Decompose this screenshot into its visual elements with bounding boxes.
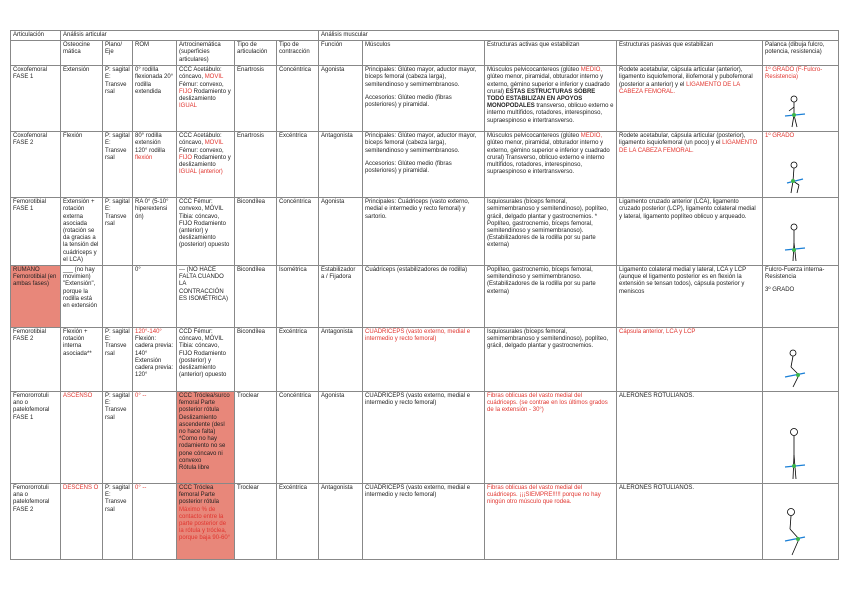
cell-funcion: Agonista bbox=[319, 198, 363, 266]
cell-funcion: Antagonista bbox=[319, 132, 363, 198]
cell-funcion: Estabilizador a / Fijadora bbox=[319, 266, 363, 328]
col-palanca: Palanca (dibuja fulcro, potencia, resistencia) bbox=[763, 41, 839, 66]
cell-osteo: ___ (no hay movimien) "Extensión", porque la rodilla está en extensión bbox=[61, 266, 103, 328]
cell-contraccion: Isométrica bbox=[277, 266, 319, 328]
cell-tipo-art: Bicondílea bbox=[235, 198, 277, 266]
cell-pasivas: Cápsula anterior, LCA y LCP bbox=[617, 328, 763, 392]
table-row bbox=[11, 66, 839, 132]
cell-osteo: ASCENSO bbox=[61, 392, 103, 484]
cell-contraccion: Concéntrica bbox=[277, 198, 319, 266]
table-row bbox=[11, 132, 839, 198]
col-artrocinematica: Artrocinemática (superficies articulares) bbox=[177, 41, 235, 66]
artro-movil: MOVIL bbox=[204, 140, 224, 147]
cell-pasivas: ALERONES ROTULIANOS. bbox=[617, 392, 763, 484]
artro-igual: IGUAL bbox=[179, 103, 198, 110]
palanca-text: 1º GRADO bbox=[765, 133, 795, 140]
cell-funcion: Agonista bbox=[319, 392, 363, 484]
rom-text: 120° rodilla bbox=[135, 147, 166, 154]
artro-movil: MOVIL bbox=[204, 74, 224, 81]
cell-osteo: Extensión bbox=[61, 66, 103, 132]
rom-red: flexión bbox=[135, 154, 153, 161]
cell-palanca bbox=[763, 132, 839, 198]
artro-rotula: Rótula libre bbox=[179, 465, 210, 472]
stick-figure-icon bbox=[779, 95, 809, 129]
cell-artro: CCD Fémur: cóncavo, MÓVIL Tibia: cóncavo, FIJO Rodamiento (posterior) y deslizamiento (anterior) opuesto bbox=[177, 328, 235, 392]
cell-articulacion: Femororrotuli ana o patelofemoral FASE 2 bbox=[11, 484, 61, 560]
pasivas-text: Rodete acetabular, cápsula articular (anterior), ligamento isquiofemoral, iliofemoral y pubofemoral (posterior a anterior) y el bbox=[619, 67, 753, 88]
artro-text: Rodamiento y deslizamiento bbox=[179, 154, 231, 169]
stick-figure-icon bbox=[779, 223, 809, 263]
header-articulacion: Articulación bbox=[11, 31, 61, 41]
cell-rom: 0° -- bbox=[133, 484, 177, 560]
cell-contraccion: Concéntrica bbox=[277, 66, 319, 132]
artro-text: Fémur: convexo, bbox=[179, 81, 224, 88]
cell-plano: P: sagital E: Transve rsal bbox=[103, 198, 133, 266]
cell-rom: 0° rodilla flexionada 20° rodilla extendida bbox=[133, 66, 177, 132]
cell-plano: P: sagital E: Transve rsal bbox=[103, 328, 133, 392]
cell-tipo-art: Enartrosis bbox=[235, 132, 277, 198]
cell-articulacion: Coxofemoral FASE 1 bbox=[11, 66, 61, 132]
cell-contraccion: Excéntrica bbox=[277, 484, 319, 560]
pasivas-text: Rodete acetabular, cápsula articular (posterior), ligamento isquiofemoral (un poco) y el bbox=[619, 133, 746, 147]
cell-pasivas: ALERONES ROTULIANOS. bbox=[617, 484, 763, 560]
col-empty bbox=[11, 41, 61, 66]
cell-activas: Isquiosurales (bíceps femoral, semimembranoso y semitendinoso), poplíteo, grácil, delgado plantar y gastrocnemios. bbox=[485, 328, 617, 392]
cell-osteo: DESCENS O bbox=[61, 484, 103, 560]
col-funcion: Función bbox=[319, 41, 363, 66]
cell-palanca bbox=[763, 198, 839, 266]
cell-plano: P: sagital E: Transve rsal bbox=[103, 132, 133, 198]
cell-osteo: Flexión + rotación interna asociada** bbox=[61, 328, 103, 392]
cell-musculos: CUÁDRICEPS (vasto externo, medial e intermedio y recto femoral) bbox=[363, 484, 485, 560]
artro-fijo: FIJO bbox=[179, 154, 192, 161]
rom-text: Flexión: cadera previa: 140° Extensión cadera previa: 120° bbox=[135, 336, 174, 379]
pasivas-red: LIGAMENTO DE LA CABEZA FEMORAL. bbox=[619, 81, 740, 95]
artro-text: CCC Acetábulo: cóncavo, bbox=[179, 67, 222, 81]
palanca-text: 1º GRADO (F-Fulcro-Resistencia) bbox=[765, 67, 823, 81]
cell-musculos bbox=[363, 132, 485, 198]
artro-text: Rodamiento y deslizamiento bbox=[179, 88, 231, 103]
cell-musculos bbox=[363, 66, 485, 132]
musculos-principales: Principales: Glúteo mayor, aductor mayor, bíceps femoral (cabeza larga), semitendinoso y semimembranoso. bbox=[365, 67, 477, 88]
artro-text: CCC Tróclea femoral Parte posterior rótula bbox=[179, 485, 220, 506]
cell-rom: 0° bbox=[133, 266, 177, 328]
activas-medio: MEDIO, bbox=[580, 133, 603, 140]
table-row bbox=[11, 392, 839, 484]
cell-articulacion: Femorotibial FASE 1 bbox=[11, 198, 61, 266]
rom-text: 80° rodilla extensión bbox=[135, 133, 162, 147]
artro-fijo: FIJO bbox=[179, 88, 192, 95]
stick-figure-icon bbox=[779, 427, 809, 481]
table-row bbox=[11, 328, 839, 392]
artro-text: Fémur: convexo, bbox=[179, 147, 224, 154]
activas-text: glúteo menor, piramidal, obturador interno y externo, gémino superior e inferior y cuadrado crural) Transverso, oblicuo externo e interno multífidos, rotadores, interespinoso, supraespinoso e intertransverso. bbox=[487, 140, 610, 176]
cell-articulacion: RUMANO Femorotibial (en ambas fases) bbox=[11, 266, 61, 328]
cell-pasivas: Ligamento colateral medial y lateral, LCA y LCP (aunque el ligamento posterior es en flexión la extensión se tensan todos), cápsula posterior y meniscos bbox=[617, 266, 763, 328]
cell-contraccion: Concéntrica bbox=[277, 392, 319, 484]
musculos-accesorios: Accesorios: Glúteo medio (fibras posteriores) y piramidal. bbox=[365, 160, 452, 175]
cell-tipo-art: Troclear bbox=[235, 484, 277, 560]
cell-rom: RA 0° (5-10° hiperextensi ón) bbox=[133, 198, 177, 266]
cell-pasivas: Ligamento cruzado anterior (LCA), ligamento cruzado posterior (LCP), ligamento colateral medial y lateral, ligamento poplíteo oblicuo y arqueado. bbox=[617, 198, 763, 266]
cell-contraccion: Excéntrica bbox=[277, 328, 319, 392]
col-estructuras-pasivas: Estructuras pasivas que estabilizan bbox=[617, 41, 763, 66]
cell-artro: --- (NO HACE FALTA CUANDO LA CONTRACCIÓN ES ISOMÉTRICA) bbox=[177, 266, 235, 328]
table-row bbox=[11, 484, 839, 560]
cell-funcion: Agonista bbox=[319, 66, 363, 132]
cell-activas: Poplíteo, gastrocnemio, bíceps femoral, semitendinoso y semimembranoso. (Estabilizadores de la rodilla por su parte externa) bbox=[485, 266, 617, 328]
activas-text: glúteo menor, piramidal, obturador interno y externo, gémino superior e inferior y cuadrado crural) bbox=[487, 74, 610, 95]
cell-palanca bbox=[763, 392, 839, 484]
pasivas-red: LIGAMENTO DE LA CABEZA FEMORAL. bbox=[619, 140, 758, 154]
cell-plano: P: sagital E: Transve rsal bbox=[103, 392, 133, 484]
header-row-columns bbox=[11, 41, 839, 66]
col-plano-eje: Plano/ Eje bbox=[103, 41, 133, 66]
cell-funcion: Antagonista bbox=[319, 484, 363, 560]
cell-activas: Fibras oblicuas del vasto medial del cuádriceps. (se contrae en los últimos grados de la extensión - 30°) bbox=[485, 392, 617, 484]
artro-igual: IGUAL (anterior) bbox=[179, 169, 223, 176]
cell-plano: P: sagital E: Transve rsal bbox=[103, 484, 133, 560]
artro-text: CCC Acetábulo: cóncavo, bbox=[179, 133, 222, 147]
col-estructuras-activas: Estructuras activas que estabilizan bbox=[485, 41, 617, 66]
cell-rom bbox=[133, 132, 177, 198]
header-row-top bbox=[11, 31, 839, 41]
musculos-accesorios: Accesorios: Glúteo medio (fibras posteriores) y piramidal. bbox=[365, 94, 452, 109]
cell-musculos: CUÁDRICEPS (vasto externo, medial e intermedio y recto femoral) bbox=[363, 392, 485, 484]
stick-figure-icon bbox=[779, 507, 809, 557]
cell-artro bbox=[177, 66, 235, 132]
cell-artro bbox=[177, 484, 235, 560]
cell-palanca bbox=[763, 66, 839, 132]
cell-contraccion: Excéntrica bbox=[277, 132, 319, 198]
rom-red: 120°-140° bbox=[135, 329, 162, 336]
cell-palanca bbox=[763, 328, 839, 392]
stick-figure-icon bbox=[779, 161, 809, 195]
cell-funcion: Antagonista bbox=[319, 328, 363, 392]
cell-tipo-art: Bicondílea bbox=[235, 328, 277, 392]
cell-tipo-art: Enartrosis bbox=[235, 66, 277, 132]
cell-artro: CCC Fémur: convexo, MÓVIL Tibia: cóncavo, FIJO Rodamiento (anterior) y deslizamiento (posterior) opuesto bbox=[177, 198, 235, 266]
cell-rom bbox=[133, 328, 177, 392]
activas-text: Músculos pelvicocantereos (glúteo bbox=[487, 133, 580, 140]
cell-palanca bbox=[763, 266, 839, 328]
cell-activas bbox=[485, 66, 617, 132]
cell-rom: 0° -- bbox=[133, 392, 177, 484]
activas-medio: MEDIO, bbox=[580, 67, 603, 74]
cell-osteo: Extensión + rotación externa asociada (rotación se da gracias a la tensión del cuádriceps y el LCA) bbox=[61, 198, 103, 266]
activas-text: transverso, oblicuo externo e interno multífidos, rotadores, interespinoso, supraespinoso e intertransverso. bbox=[487, 103, 614, 124]
artro-red: Máximo % de contacto entre la parte posterior de la rótula y tróclea, porque baja 90-60° bbox=[179, 506, 231, 542]
cell-tipo-art: Bicondílea bbox=[235, 266, 277, 328]
cell-activas: Fibras oblicuas del vasto medial del cuádriceps. ¡¡¡SIEMPRE!!!!! porque no hay ningún otro músculo que rodea. bbox=[485, 484, 617, 560]
cell-activas: Isquiosurales (bíceps femoral, semimembranoso y semitendinoso), poplíteo, grácil, delgado plantar y gastrocnemios. * Poplíteo, gastrocnemio, bíceps femoral, semitendinoso y semimembranoso). (Estabilizadores de la rodilla por su parte externa) bbox=[485, 198, 617, 266]
cell-artro bbox=[177, 132, 235, 198]
cell-pasivas bbox=[617, 66, 763, 132]
activas-bold: ESTAS ESTRUCTURAS SOBRE TODO ESTABILIZAN EN APOYOS MONOPODALES bbox=[487, 88, 596, 110]
cell-plano: P: sagital E: Transve rsal bbox=[103, 66, 133, 132]
cell-pasivas bbox=[617, 132, 763, 198]
cell-activas bbox=[485, 132, 617, 198]
col-musculos: Músculos bbox=[363, 41, 485, 66]
col-rom: ROM bbox=[133, 41, 177, 66]
cell-articulacion: Femorotibial FASE 2 bbox=[11, 328, 61, 392]
cell-artro bbox=[177, 392, 235, 484]
table-row bbox=[11, 198, 839, 266]
artro-text: CCC Tróclea/surco femoral Parte posterior rótula Deslizamiento ascendente (desl no hace falta) *Como no hay rodamiento no se pone cóncavo ni convexo bbox=[179, 393, 230, 464]
col-tipo-contraccion: Tipo de contracción bbox=[277, 41, 319, 66]
cell-tipo-art: Troclear bbox=[235, 392, 277, 484]
palanca-text: Fulcro-Fuerza interna-Resistencia bbox=[765, 267, 825, 281]
cell-articulacion: Coxofemoral FASE 2 bbox=[11, 132, 61, 198]
table-row bbox=[11, 266, 839, 328]
cell-articulacion: Femororrotuli ano o patelofemoral FASE 1 bbox=[11, 392, 61, 484]
activas-text: Músculos pelvicocantereos (glúteo bbox=[487, 67, 580, 74]
cell-musculos: Principales: Cuádriceps (vasto externo, medial e intermedio y recto femoral) y sartorio. bbox=[363, 198, 485, 266]
anatomy-analysis-table bbox=[10, 30, 839, 560]
col-tipo-articulacion: Tipo de articulación bbox=[235, 41, 277, 66]
cell-palanca bbox=[763, 484, 839, 560]
cell-musculos: CUÁDRICEPS (vasto externo, medial e intermedio y recto femoral) bbox=[363, 328, 485, 392]
col-osteocinematica: Osteocine mática bbox=[61, 41, 103, 66]
palanca-grado: 3º GRADO bbox=[765, 287, 795, 294]
header-analisis-muscular: Análisis muscular bbox=[319, 31, 839, 41]
cell-musculos: Cuádriceps (estabilizadores de rodilla) bbox=[363, 266, 485, 328]
cell-plano bbox=[103, 266, 133, 328]
cell-osteo: Flexión bbox=[61, 132, 103, 198]
header-analisis-articular: Análisis articular bbox=[61, 31, 319, 41]
musculos-principales: Principales: Glúteo mayor, aductor mayor, bíceps femoral (cabeza larga), semitendinoso y semimembranoso. bbox=[365, 133, 477, 154]
stick-figure-icon bbox=[779, 349, 809, 389]
